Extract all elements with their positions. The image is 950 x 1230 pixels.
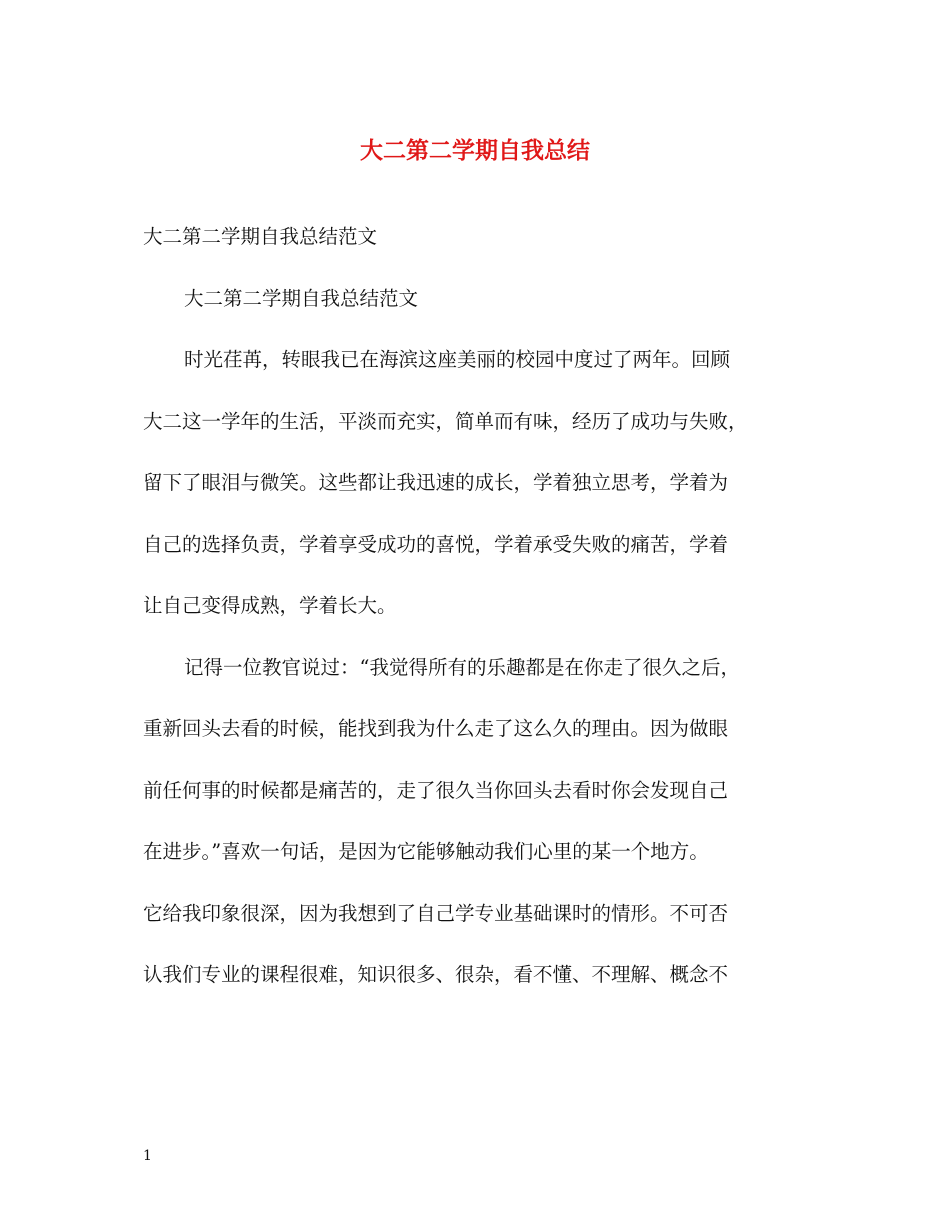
page-number: 1 [143,1148,152,1164]
text-line: 认我们专业的课程很难，知识很多、很杂，看不懂、不理解、概念不 [143,963,729,986]
text-line: 前任何事的时候都是痛苦的，走了很久当你回头去看时你会发现自己 [143,778,729,802]
text-line: 留下了眼泪与微笑。这些都让我迅速的成长，学着独立思考，学着为 [143,471,729,494]
document-title: 大二第二学期自我总结 [360,137,590,164]
text-line: 大二第二学期自我总结范文 [184,286,419,310]
text-line: 自己的选择负责，学着享受成功的喜悦，学着承受失败的痛苦，学着 [143,532,729,556]
text-line: 在进步。”喜欢一句话，是因为它能够触动我们心里的某一个地方。 [143,840,709,863]
text-line: 重新回头去看的时候，能找到我为什么走了这么久的理由。因为做眼 [143,717,729,740]
text-line: 大二第二学期自我总结范文 [143,225,378,248]
text-line: 大二这一学年的生活，平淡而充实，简单而有味，经历了成功与失败， [143,409,748,433]
document-body [143,218,813,1018]
text-line: 时光荏苒，转眼我已在海滨这座美丽的校园中度过了两年。回顾 [184,348,731,371]
text-line: 让自己变得成熟，学着长大。 [143,594,397,617]
text-line: 记得一位教官说过：“我觉得所有的乐趣都是在你走了很久之后， [184,655,740,679]
text-line: 它给我印象很深，因为我想到了自己学专业基础课时的情形。不可否 [143,901,729,925]
